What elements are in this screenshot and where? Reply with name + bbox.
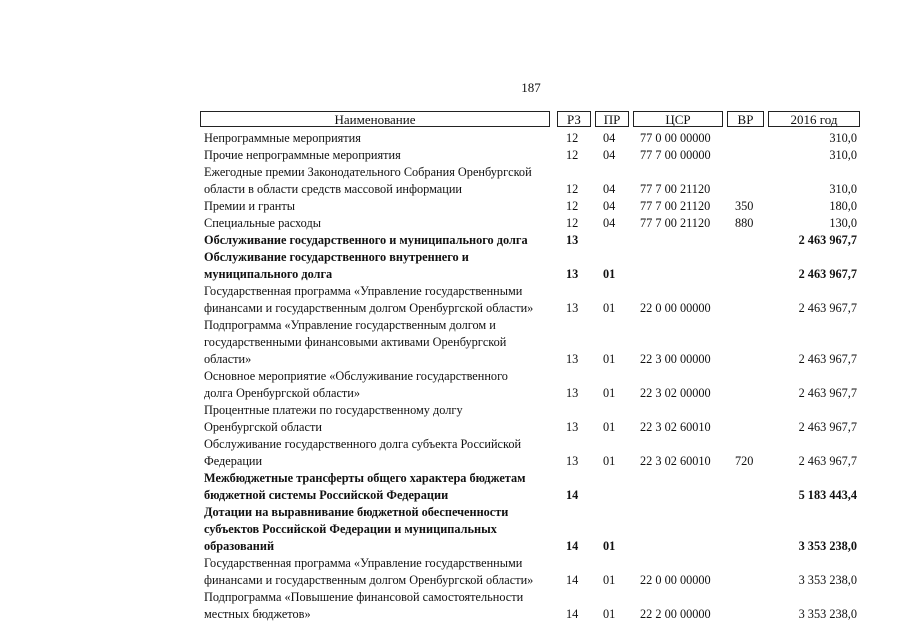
row-csr: 22 3 02 60010 — [640, 420, 711, 434]
table-row — [200, 130, 870, 147]
row-name — [200, 402, 556, 436]
row-name — [200, 147, 556, 164]
row-rz: 14 — [566, 539, 579, 553]
row-name-line: Ежегодные премии Законодательного Собрания Оренбургской — [204, 165, 532, 179]
row-csr: 77 7 00 21120 — [640, 216, 711, 230]
row-name-line: Подпрограмма «Управление государственным долгом и — [204, 318, 496, 332]
row-name-line: финансами и государственным долгом Оренбургской области» — [204, 573, 534, 587]
row-pr: 04 — [603, 182, 616, 196]
row-name — [200, 589, 556, 623]
table-row — [200, 589, 870, 623]
row-csr: 22 0 00 00000 — [640, 301, 711, 315]
row-name-line: Оренбургской области — [204, 420, 322, 434]
header-pr: ПР — [595, 111, 629, 127]
row-name-line: долга Оренбургской области» — [204, 386, 361, 400]
row-pr: 04 — [603, 148, 616, 162]
row-amount: 2 463 967,7 — [798, 386, 857, 400]
table-row — [200, 249, 870, 283]
table-row — [200, 198, 870, 215]
table-row — [200, 504, 870, 555]
row-csr: 22 3 02 00000 — [640, 386, 711, 400]
row-csr: 77 0 00 00000 — [640, 131, 711, 145]
row-amount: 310,0 — [829, 182, 857, 196]
row-amount: 2 463 967,7 — [798, 267, 857, 281]
row-csr: 22 2 00 00000 — [640, 607, 711, 621]
row-name-line: Государственная программа «Управление государственными — [204, 556, 523, 570]
row-amount: 3 353 238,0 — [798, 539, 857, 553]
row-name-line: Обслуживание государственного внутреннего и — [204, 250, 469, 264]
row-name-line: Непрограммные мероприятия — [204, 131, 361, 145]
row-name-line: Основное мероприятие «Обслуживание государственного — [204, 369, 508, 383]
row-name-line: Премии и гранты — [204, 199, 296, 213]
row-pr: 01 — [603, 573, 616, 587]
row-name-line: финансами и государственным долгом Оренбургской области» — [204, 301, 534, 315]
row-name — [200, 232, 556, 249]
table-row — [200, 555, 870, 589]
row-amount: 2 463 967,7 — [798, 454, 857, 468]
table-row — [200, 164, 870, 198]
row-rz: 14 — [566, 573, 579, 587]
row-rz: 14 — [566, 488, 579, 502]
row-name-line: Межбюджетные трансферты общего характера бюджетам — [204, 471, 526, 485]
row-csr: 22 0 00 00000 — [640, 573, 711, 587]
row-amount: 2 463 967,7 — [798, 352, 857, 366]
row-rz: 12 — [566, 148, 579, 162]
row-name — [200, 215, 556, 232]
row-name-line: Федерации — [204, 454, 263, 468]
row-name-line: Обслуживание государственного долга субъекта Российской — [204, 437, 522, 451]
row-pr: 01 — [603, 352, 616, 366]
row-amount: 3 353 238,0 — [798, 607, 857, 621]
row-csr: 22 3 02 60010 — [640, 454, 711, 468]
row-rz: 12 — [566, 199, 579, 213]
row-name-line: субъектов Российской Федерации и муниципальных — [204, 522, 497, 536]
row-name-line: области» — [204, 352, 252, 366]
row-rz: 13 — [566, 420, 579, 434]
row-pr: 01 — [603, 420, 616, 434]
row-pr: 04 — [603, 199, 616, 213]
row-pr: 01 — [603, 301, 616, 315]
row-name-line: Обслуживание государственного и муниципального долга — [204, 233, 528, 247]
row-name-line: Подпрограмма «Повышение финансовой самостоятельности — [204, 590, 524, 604]
row-rz: 12 — [566, 216, 579, 230]
row-pr: 01 — [603, 607, 616, 621]
row-pr: 04 — [603, 131, 616, 145]
table-body — [200, 130, 870, 623]
row-rz: 13 — [566, 233, 579, 247]
row-name-line: Прочие непрограммные мероприятия — [204, 148, 401, 162]
table-row — [200, 436, 870, 470]
row-csr: 77 7 00 00000 — [640, 148, 711, 162]
row-vr: 350 — [735, 199, 754, 213]
table-row — [200, 215, 870, 232]
row-name-line: Государственная программа «Управление государственными — [204, 284, 523, 298]
row-vr: 720 — [735, 454, 754, 468]
row-name-line: бюджетной системы Российской Федерации — [204, 488, 449, 502]
row-name-line: Процентные платежи по государственному долгу — [204, 403, 463, 417]
row-csr: 77 7 00 21120 — [640, 199, 711, 213]
row-name-line: Дотации на выравнивание бюджетной обеспеченности — [204, 505, 509, 519]
row-name — [200, 436, 556, 470]
row-amount: 180,0 — [829, 199, 857, 213]
row-pr: 04 — [603, 216, 616, 230]
row-csr: 22 3 00 00000 — [640, 352, 711, 366]
row-vr: 880 — [735, 216, 754, 230]
table-row — [200, 147, 870, 164]
row-name-line: Специальные расходы — [204, 216, 321, 230]
row-pr: 01 — [603, 267, 616, 281]
row-amount: 130,0 — [829, 216, 857, 230]
row-amount: 2 463 967,7 — [798, 233, 857, 247]
row-pr: 01 — [603, 539, 616, 553]
row-rz: 13 — [566, 301, 579, 315]
row-amount: 310,0 — [829, 131, 857, 145]
row-amount: 3 353 238,0 — [798, 573, 857, 587]
row-csr: 77 7 00 21120 — [640, 182, 711, 196]
table-row — [200, 368, 870, 402]
row-name — [200, 198, 556, 215]
header-name: Наименование — [200, 111, 550, 127]
row-rz: 13 — [566, 267, 579, 281]
row-amount: 2 463 967,7 — [798, 420, 857, 434]
row-rz: 13 — [566, 386, 579, 400]
table-row — [200, 232, 870, 249]
table-row — [200, 470, 870, 504]
page-number: 187 — [521, 80, 541, 95]
row-name-line: образований — [204, 539, 275, 553]
row-name — [200, 470, 556, 504]
row-name — [200, 317, 556, 368]
row-name — [200, 368, 556, 402]
row-rz: 13 — [566, 454, 579, 468]
table-row — [200, 283, 870, 317]
row-name — [200, 164, 556, 198]
row-amount: 310,0 — [829, 148, 857, 162]
header-rz: РЗ — [557, 111, 591, 127]
row-amount: 2 463 967,7 — [798, 301, 857, 315]
row-rz: 12 — [566, 182, 579, 196]
row-name — [200, 130, 556, 147]
header-csr: ЦСР — [633, 111, 723, 127]
table-row — [200, 402, 870, 436]
row-amount: 5 183 443,4 — [798, 488, 857, 502]
table-row — [200, 317, 870, 368]
row-name — [200, 249, 556, 283]
row-pr: 01 — [603, 454, 616, 468]
row-rz: 12 — [566, 131, 579, 145]
row-rz: 14 — [566, 607, 579, 621]
row-name — [200, 555, 556, 589]
row-name-line: государственными финансовыми активами Оренбургской — [204, 335, 507, 349]
row-name-line: муниципального долга — [204, 267, 333, 281]
row-name-line: области в области средств массовой информации — [204, 182, 462, 196]
row-name — [200, 283, 556, 317]
row-pr: 01 — [603, 386, 616, 400]
header-year: 2016 год — [768, 111, 860, 127]
header-vr: ВР — [727, 111, 764, 127]
row-rz: 13 — [566, 352, 579, 366]
row-name — [200, 504, 556, 555]
row-name-line: местных бюджетов» — [204, 607, 311, 621]
